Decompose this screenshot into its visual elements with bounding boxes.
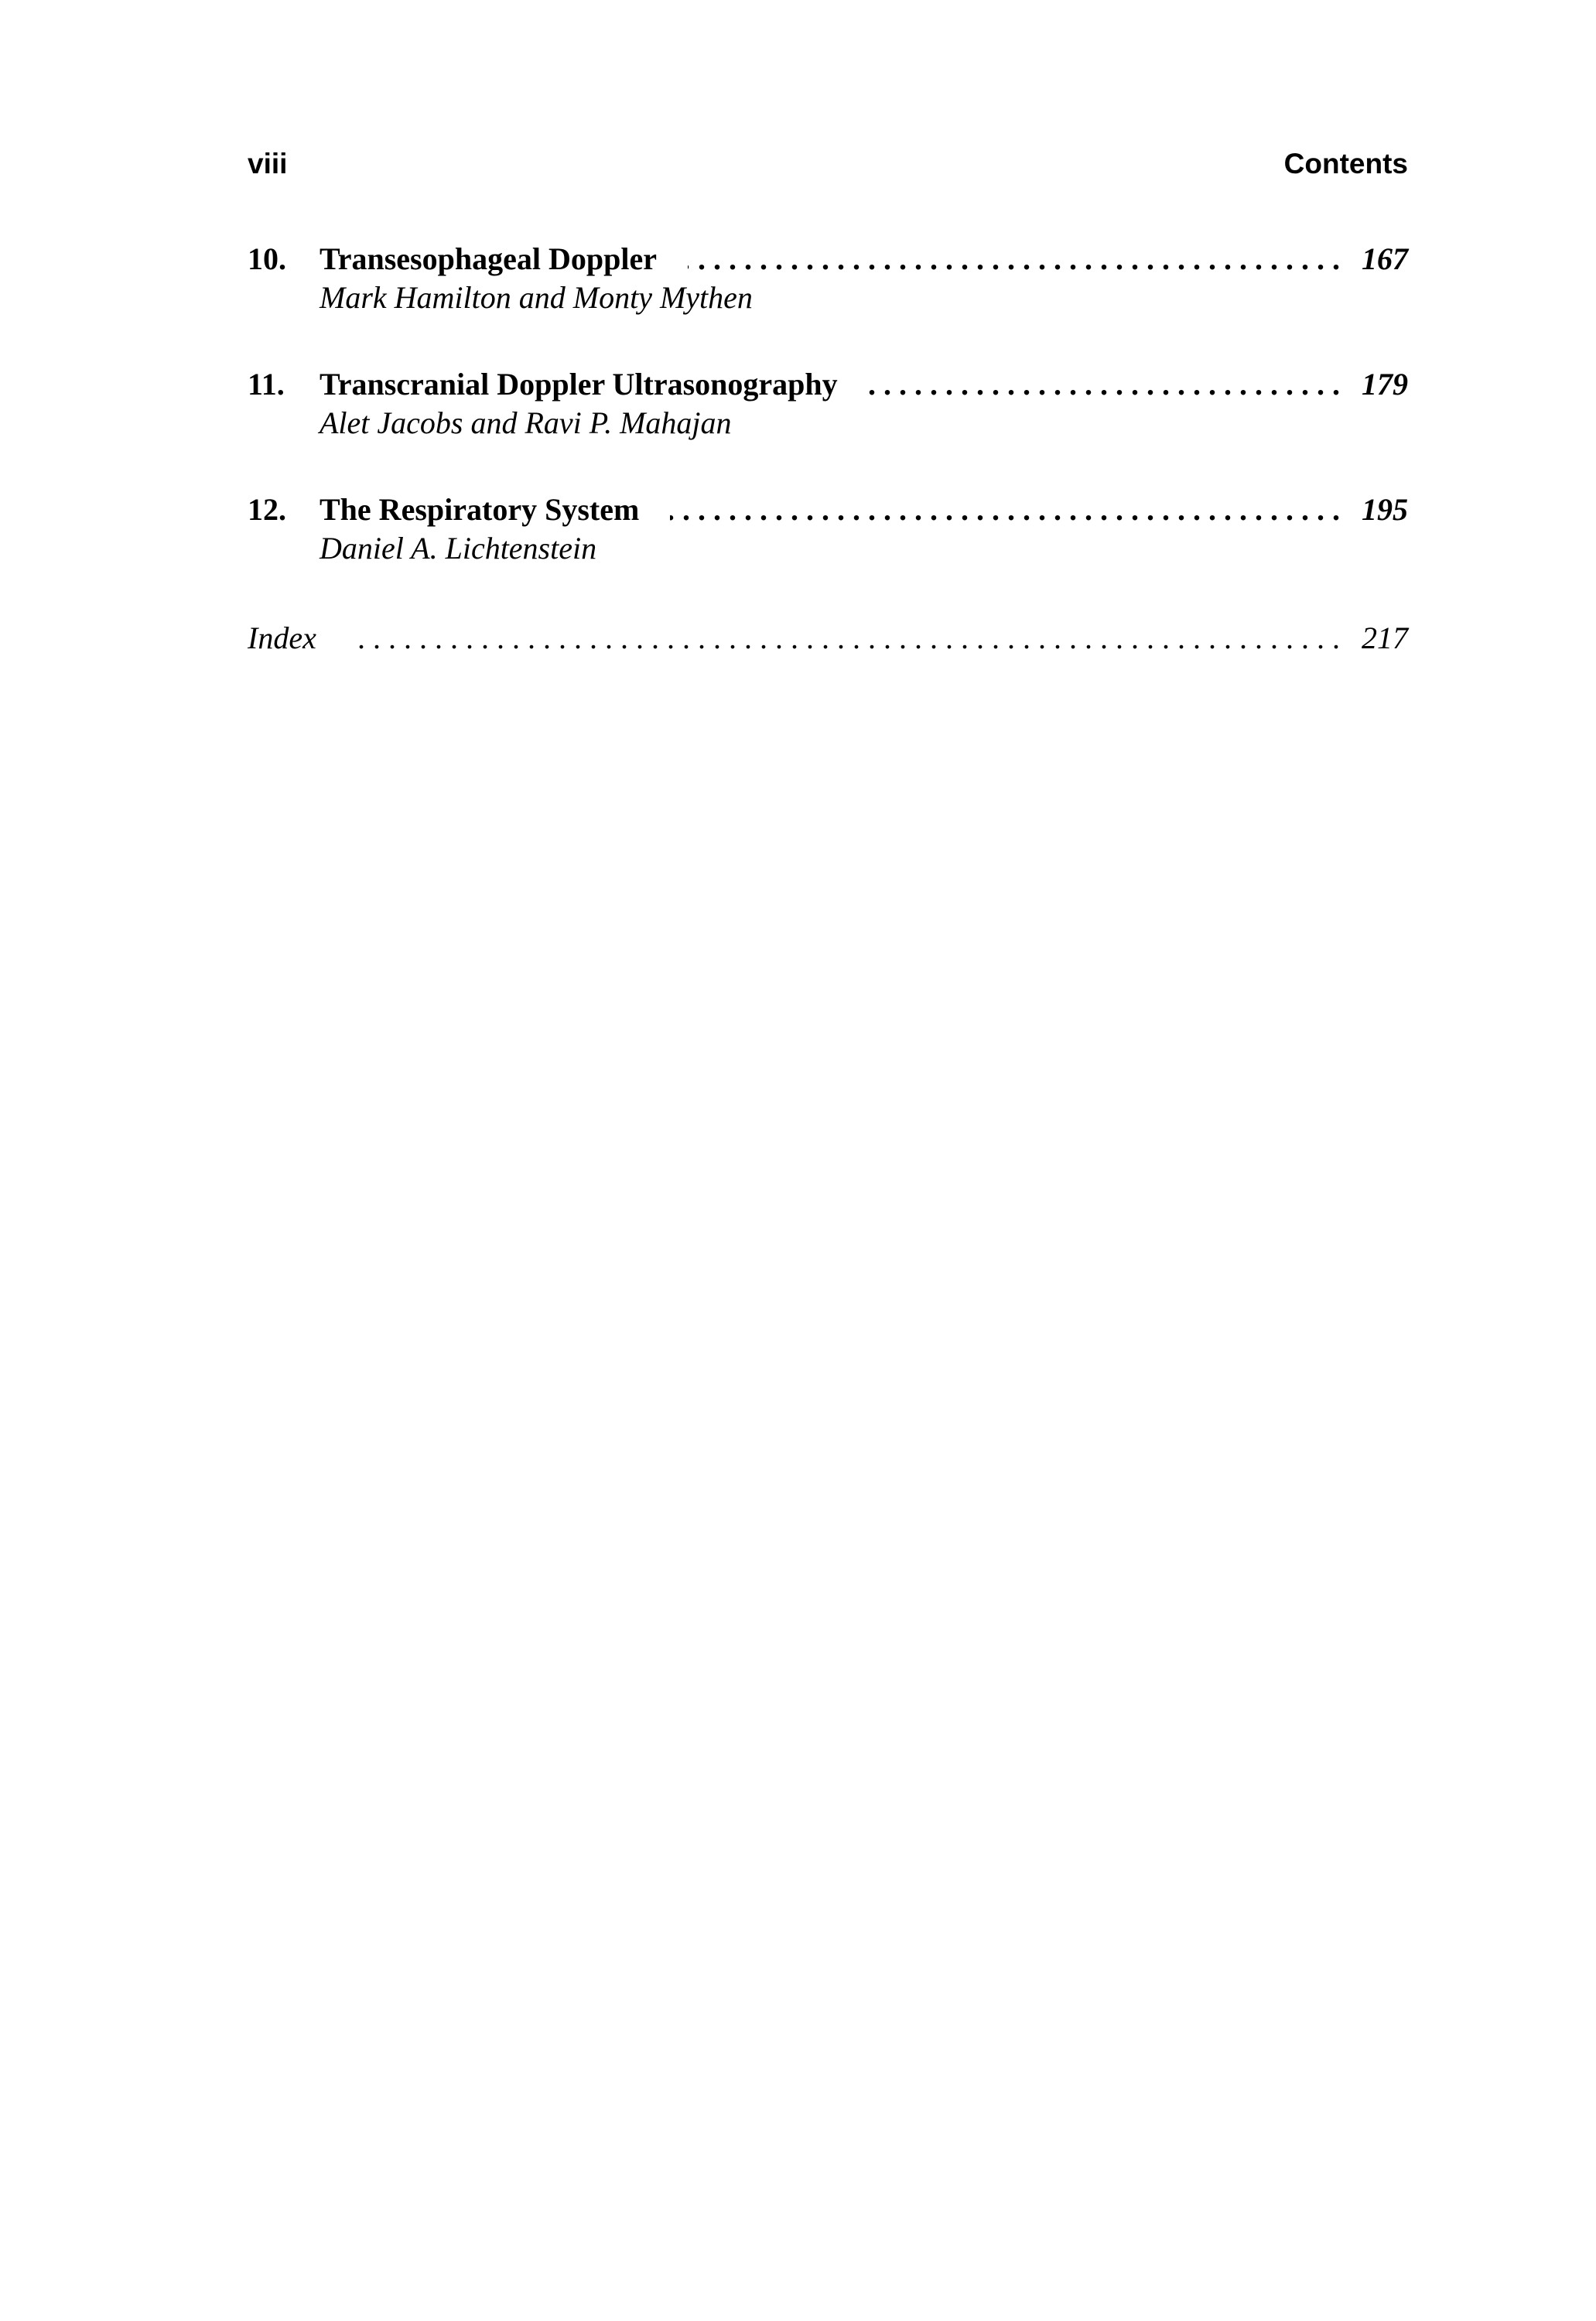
toc-entry-chapter-11 [248,361,1408,450]
chapter-title: Transesophageal Doppler [320,241,657,276]
chapter-title: The Respiratory System [320,492,640,527]
chapter-number: 11. [248,367,285,402]
chapter-title: Transcranial Doppler Ultrasonography [320,367,838,402]
chapter-authors: Alet Jacobs and Ravi P. Mahajan [320,405,732,440]
dot-leader [688,236,1340,282]
running-head [248,141,1408,187]
table-of-contents [248,236,1408,661]
toc-entry-line [248,361,1408,408]
dot-leader [357,615,1340,661]
page-number: 167 [1362,241,1408,276]
toc-entry-chapter-12 [248,487,1408,575]
chapter-number: 10. [248,241,286,276]
toc-entry-index [248,615,1408,661]
toc-entry-chapter-10 [248,236,1408,324]
toc-entry-line [248,236,1408,282]
dot-leader [869,361,1340,408]
index-page-number: 217 [1362,620,1408,655]
page-number: 195 [1362,492,1408,527]
dot-leader [670,487,1340,533]
chapter-authors: Daniel A. Lichtenstein [320,531,597,566]
page-number: 179 [1362,367,1408,402]
chapter-authors: Mark Hamilton and Monty Mythen [320,280,753,315]
toc-entry-line [248,487,1408,533]
index-title: Index [248,620,316,655]
running-head-title: Contents [1283,148,1408,179]
chapter-number: 12. [248,492,286,527]
page-folio: viii [248,148,288,179]
